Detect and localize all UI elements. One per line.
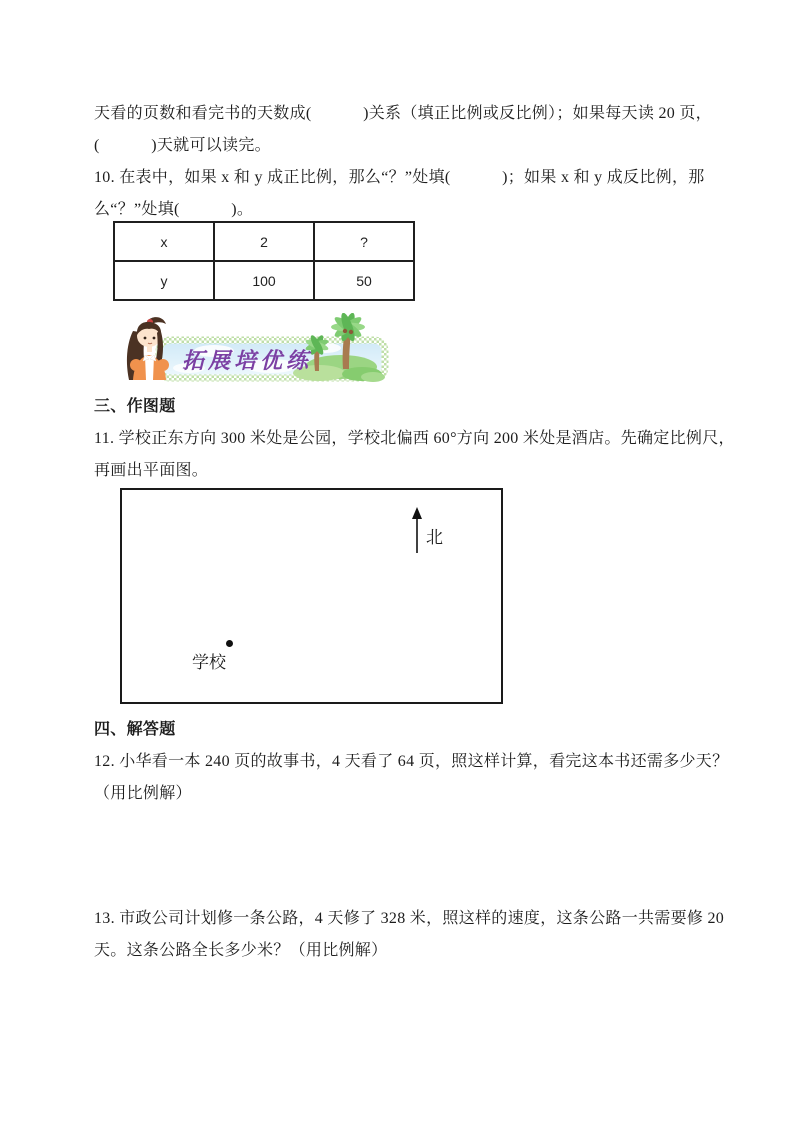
table-cell-y-value-2: 50: [314, 261, 414, 300]
cartoon-girl-illustration: [127, 317, 169, 380]
q10-text-line-2: 么“？”处填( )。: [94, 201, 254, 218]
table-row-x: [114, 222, 414, 261]
banner-title: 拓展培优练: [181, 348, 313, 373]
north-label: 北: [426, 528, 443, 547]
q12-text-line-2: （用比例解）: [94, 785, 192, 802]
q11-drawing-area: [120, 488, 503, 704]
school-point-dot: [226, 640, 233, 647]
table-cell-x-header: x: [114, 222, 214, 261]
q9-continuation-line-1: 天看的页数和看完书的天数成( )关系（填正比例或反比例）；如果每天读 20 页，: [94, 105, 712, 122]
q13-text-line-1: 13. 市政公司计划修一条公路，4 天修了 328 米，照这样的速度，这条公路一共需要修 20: [94, 910, 725, 927]
q10-proportion-table: [113, 221, 415, 301]
table-cell-x-value-1: 2: [214, 222, 314, 261]
section-4-heading: 四、解答题: [94, 721, 176, 738]
q11-text-line-1: 11. 学校正东方向 300 米处是公园，学校北偏西 60°方向 200 米处是酒店。先确定比例尺，: [94, 430, 735, 447]
q11-text-line-2: 再画出平面图。: [94, 462, 209, 479]
north-arrow-icon: [410, 507, 424, 555]
q13-text-line-2: 天。这条公路全长多少米？（用比例解）: [94, 942, 388, 959]
q10-text-line-1: 10. 在表中，如果 x 和 y 成正比例，那么“？”处填( )；如果 x 和 y 成反比例，那: [94, 169, 705, 186]
table-cell-y-header: y: [114, 261, 214, 300]
table-cell-x-value-2: ?: [314, 222, 414, 261]
q9-continuation-line-2: ( )天就可以读完。: [94, 137, 271, 154]
expand-practice-banner: [119, 313, 393, 383]
q12-text-line-1: 12. 小华看一本 240 页的故事书，4 天看了 64 页，照这样计算，看完这本书还需多少天？: [94, 753, 729, 770]
section-3-heading: 三、作图题: [94, 398, 176, 415]
banner-illustration: [119, 313, 393, 383]
table-cell-y-value-1: 100: [214, 261, 314, 300]
table-row-y: [114, 261, 414, 300]
school-label: 学校: [192, 653, 226, 672]
